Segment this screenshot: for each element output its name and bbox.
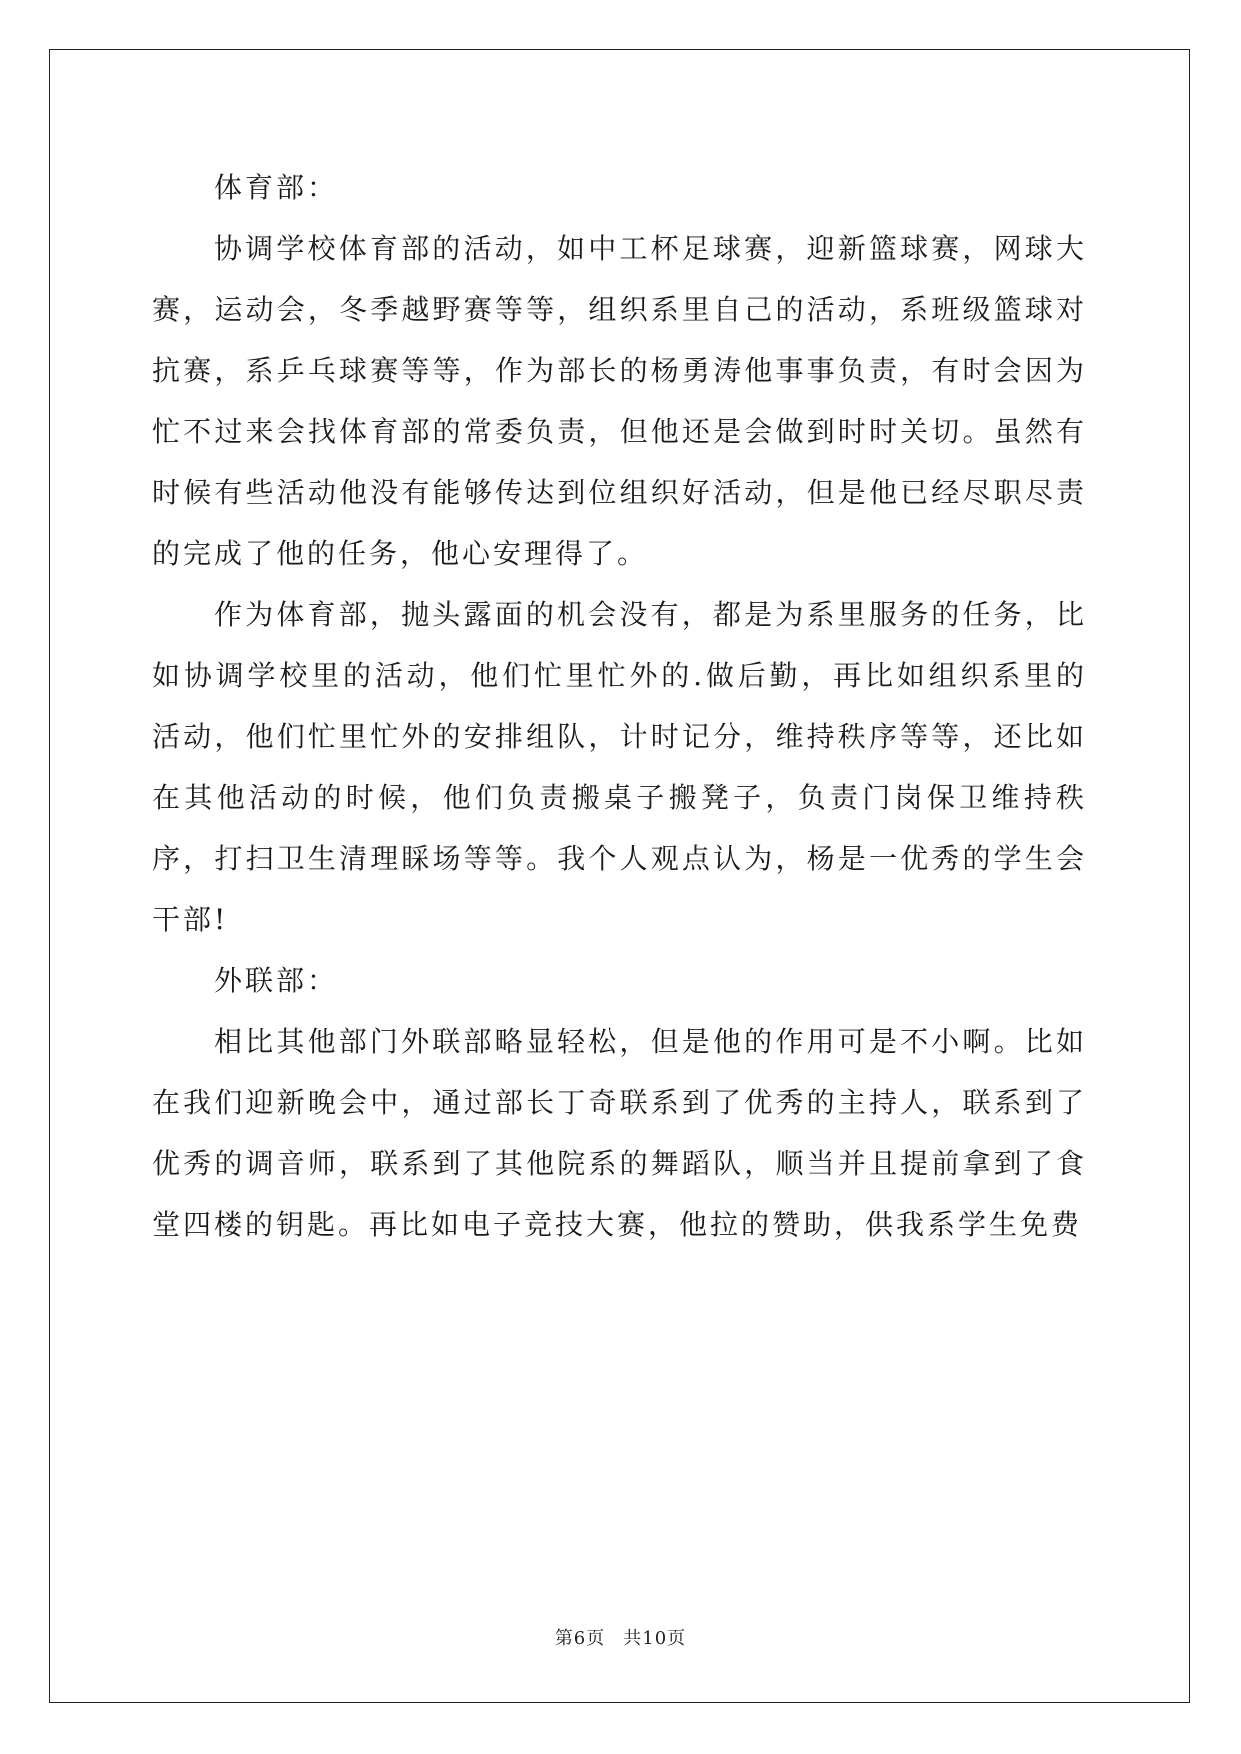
paragraph-sports-service: 作为体育部，抛头露面的机会没有，都是为系里服务的任务，比如协调学校里的活动，他们忙里忙外的.做后勤，再比如组织系里的活动，他们忙里忙外的安排组队，计时记分，维持秩序等等，还比如在其他活动的时候，他们负责搬桌子搬凳子，负责门岗保卫维持秩序，打扫卫生清理睬场等等。我个人观点认为，杨是一优秀的学生会干部! xyxy=(152,598,1087,936)
document-body xyxy=(152,157,1087,1255)
paragraph-external-relations: 相比其他部门外联部略显轻松，但是他的作用可是不小啊。比如在我们迎新晚会中，通过部长丁奇联系到了优秀的主持人，联系到了优秀的调音师，联系到了其他院系的舞蹈队，顺当并且提前拿到了食堂四楼的钥匙。再比如电子竞技大赛，他拉的赞助，供我系学生免费 xyxy=(152,1025,1087,1241)
paragraph-sports-duties: 协调学校体育部的活动，如中工杯足球赛，迎新篮球赛，网球大赛，运动会，冬季越野赛等等，组织系里自己的活动，系班级篮球对抗赛，系乒乓球赛等等，作为部长的杨勇涛他事事负责，有时会因为忙不过来会找体育部的常委负责，但他还是会做到时时关切。虽然有时候有些活动他没有能够传达到位组织好活动，但是他已经尽职尽责的完成了他的任务，他心安理得了。 xyxy=(152,232,1087,570)
page-footer xyxy=(0,1624,1241,1650)
section-heading-external: 外联部： xyxy=(214,964,339,997)
page-total: 共10页 xyxy=(623,1628,687,1649)
page-number: 第6页 xyxy=(554,1628,606,1649)
section-heading-sports: 体育部： xyxy=(214,171,339,204)
